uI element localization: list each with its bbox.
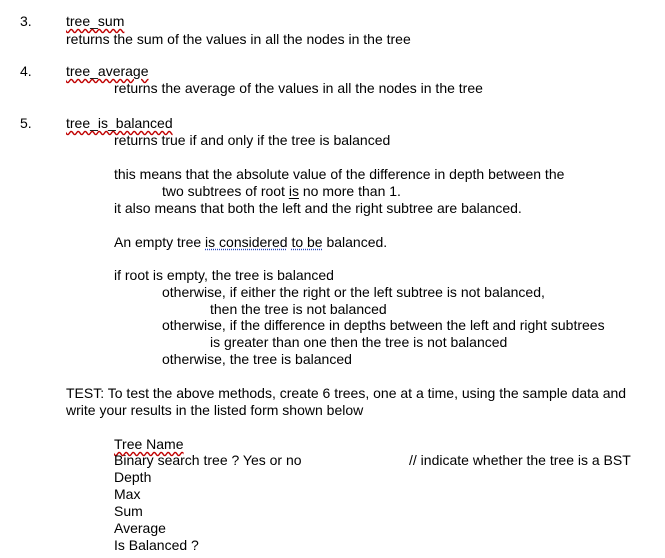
balanced-explanation-line1: this means that the absolute value of the difference in depth between the xyxy=(114,166,565,182)
item-4-number: 4. xyxy=(20,63,32,79)
test-instructions-line2: write your results in the listed form shown below xyxy=(66,402,364,418)
empty-tree-note xyxy=(114,234,387,251)
item-4-title: tree_average xyxy=(66,63,149,79)
form-sum: Sum xyxy=(114,503,143,519)
algorithm-line1: if root is empty, the tree is balanced xyxy=(114,267,334,283)
form-tree-name: Tree Name xyxy=(114,436,184,452)
item-3-description: returns the sum of the values in all the nodes in the tree xyxy=(66,31,411,47)
form-depth: Depth xyxy=(114,469,152,485)
empty-note-b: balanced. xyxy=(322,234,388,250)
form-average: Average xyxy=(114,520,166,536)
item-4-description: returns the average of the values in all the nodes in the tree xyxy=(114,80,483,96)
balanced-line2-a: two subtrees of root xyxy=(162,183,289,199)
item-5-title: tree_is_balanced xyxy=(66,115,173,131)
balanced-explanation-line2 xyxy=(162,183,401,200)
algorithm-line3: then the tree is not balanced xyxy=(210,301,387,317)
item-5-number: 5. xyxy=(20,115,32,131)
item-3-number: 3. xyxy=(20,13,32,29)
algorithm-line6: otherwise, the tree is balanced xyxy=(162,351,352,367)
empty-note-to-be: to be xyxy=(291,234,323,250)
item-3-title: tree_sum xyxy=(66,13,125,29)
form-max: Max xyxy=(114,486,141,502)
form-bst: Binary search tree ? Yes or no xyxy=(114,452,302,468)
empty-note-a: An empty tree xyxy=(114,234,206,250)
balanced-explanation-line3: it also means that both the left and the right subtree are balanced. xyxy=(114,200,522,216)
balanced-line2-is: is xyxy=(288,183,299,199)
form-is-balanced: Is Balanced ? xyxy=(114,537,199,553)
form-bst-note: // indicate whether the tree is a BST xyxy=(409,452,631,468)
algorithm-line4: otherwise, if the difference in depths between the left and right subtrees xyxy=(162,317,605,333)
test-instructions-line1: TEST: To test the above methods, create 6 trees, one at a time, using the sample data and xyxy=(66,385,627,401)
algorithm-line2: otherwise, if either the right or the left subtree is not balanced, xyxy=(162,284,545,300)
empty-note-is-considered: is considered xyxy=(205,234,288,250)
balanced-line2-b: no more than 1. xyxy=(298,183,401,199)
algorithm-line5: is greater than one then the tree is not balanced xyxy=(210,334,508,350)
item-5-description: returns true if and only if the tree is balanced xyxy=(114,132,391,148)
